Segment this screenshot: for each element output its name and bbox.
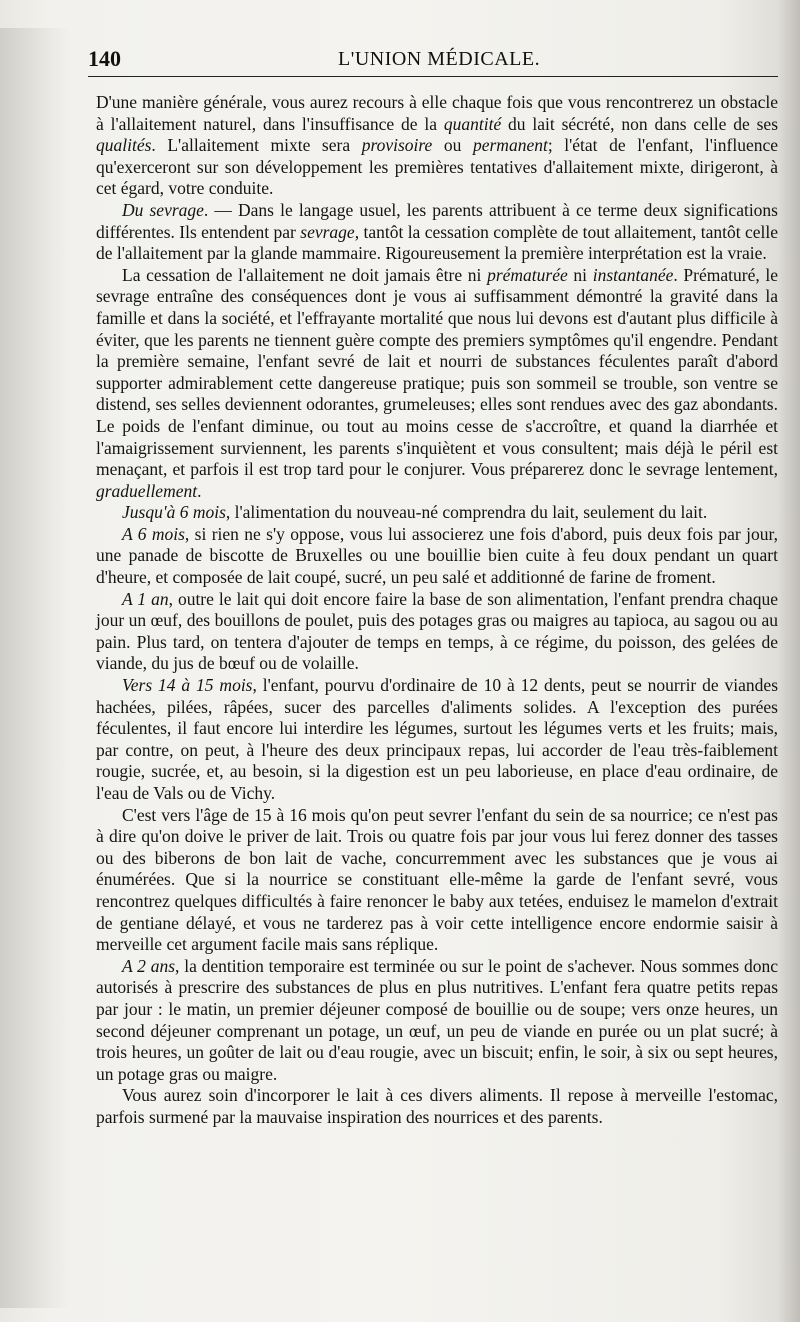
text-run: , la dentition temporaire est terminée ou sur le point de s'achever. Nous sommes donc autorisés à prescrire des substances de plus en plus nutritives. L'enfant fera quatre petits repas par jour : le matin, un premier déjeuner composé de bouillie ou de soupe; vers onze heures, un second déjeuner comprenant un potage, un œuf, un peu de viande en purée ou un plat sucré; à trois heures, un goûter de lait ou d'eau rougie, avec un biscuit; enfin, le soir, à six ou sept heures, un potage gras ou maigre. [96, 955, 779, 1084]
page-bleed-shadow [0, 28, 70, 1308]
paragraph [96, 265, 778, 503]
text-run: . — Dans le langage usuel, les parents attribuent à ce terme deux significations différentes. Ils entendent par [96, 199, 778, 242]
italic-text-run: qualités [96, 135, 152, 156]
page-edge-shadow [778, 0, 800, 1322]
paragraph [96, 92, 778, 200]
text-run: ; l'état de l'enfant, l'influence qu'exerceront sur son développement les premières tentatives d'allaitement mixte, dirigeront, à cet égard, votre conduite. [96, 135, 778, 199]
italic-text-run: Du sevrage [122, 199, 204, 220]
paragraph [96, 956, 778, 1086]
paragraph [96, 675, 778, 805]
text-run: du lait sécrété, non dans celle de ses [501, 113, 779, 134]
italic-text-run: graduellement [96, 480, 198, 501]
text-run: . [197, 480, 202, 501]
italic-text-run: permanent [472, 135, 548, 156]
paragraph [96, 805, 778, 956]
paragraph [96, 502, 778, 524]
text-run: C'est vers l'âge de 15 à 16 mois qu'on peut sevrer l'enfant du sein de sa nourrice; ce n'est pas à dire qu'on doive le priver de lait. Trois ou quatre fois par jour vous lui ferez donner des tasses ou des biberons de bon lait de vache, concurremment avec les substances que je vous ai énumérées. Que si la nourrice se constituant elle-même la garde de l'enfant sevré, vous rencontrez quelques difficultés à faire renoncer le baby aux tetées, enduisez le mamelon d'extrait de gentiane délayé, et vous ne tarderez pas à voir cette intelligence encore endormie saisir à merveille cet argument facile mais sans réplique. [96, 804, 778, 955]
text-run: D'une manière générale, vous aurez recours à elle chaque fois que vous rencontrerez un obstacle à l'allaitement naturel, dans l'insuffisance de la [96, 92, 778, 134]
italic-text-run: provisoire [361, 135, 433, 156]
paragraph [96, 1085, 778, 1128]
italic-text-run: instantanée [592, 264, 674, 285]
italic-text-run: A 2 ans [122, 955, 176, 976]
text-run: . Prématuré, le sevrage entraîne des conséquences dont je vous ai suffisamment démontré la gravité dans la famille et dans la société, et l'effrayante mortalité que nous lui devons est d'autant plus difficile à éviter, que les parents ne tiennent guère compte des premiers symptômes qu'il engendre. Pendant la première semaine, l'enfant sevré de lait et nourri de substances féculentes paraît d'abord supporter admirablement cette dangereuse pratique; puis son sommeil se trouble, son ventre se distend, ses selles deviennent odorantes, grumeleuses; elles sont rendues avec des gaz abondants. Le poids de l'enfant diminue, ou tout au moins cesse de s'accroître, et quand la diarrhée et l'amaigrissement surviennent, les parents s'inquiètent et vous consultent; mais déjà le péril est menaçant, et parfois il est trop tard pour le conjurer. Vous préparerez donc le sevrage lentement, [96, 264, 779, 480]
italic-text-run: Vers 14 à 15 mois [122, 675, 253, 696]
page-header [88, 46, 778, 77]
text-run: , outre le lait qui doit encore faire la base de son alimentation, l'enfant prendra chaque jour un œuf, des bouillons de poulet, puis des potages gras ou maigres au tapioca, au sagou ou au pain. Plus tard, on tentera d'ajouter de temps en temps, à ce régime, du poisson, des gelées de viande, du jus de bœuf ou de volaille. [96, 588, 779, 674]
text-run: La cessation de l'allaitement ne doit jamais être ni [122, 264, 488, 285]
running-head: L'UNION MÉDICALE. [338, 48, 541, 70]
paragraph [96, 524, 778, 589]
text-run: ni [567, 264, 593, 285]
text-run: , l'alimentation du nouveau-né comprendra du lait, seulement du lait. [225, 502, 708, 523]
text-run: . L'allaitement mixte sera [151, 135, 362, 156]
paragraph [96, 589, 778, 675]
page-number: 140 [88, 46, 121, 71]
paragraph [96, 200, 778, 265]
text-run: , l'enfant, pourvu d'ordinaire de 10 à 12 dents, peut se nourrir de viandes hachées, pilées, râpées, sucer des parcelles d'aliments solides. A l'exception des purées féculentes, il faut encore lui interdire les légumes, surtout les légumes verts et les fruits; mais, par contre, on peut, à l'heure des deux principaux repas, lui accorder de l'eau très-faiblement rougie, sucrée, et, au besoin, si la digestion est un peu laborieuse, en place d'eau ordinaire, de l'eau de Vals ou de Vichy. [96, 675, 779, 803]
italic-text-run: prématurée [487, 264, 568, 285]
italic-text-run: quantité [443, 113, 502, 134]
text-run: ou [432, 135, 473, 156]
italic-text-run: sevrage [300, 221, 355, 242]
italic-text-run: A 1 an [122, 588, 169, 609]
text-run: , si rien ne s'y oppose, vous lui associerez une fois d'abord, puis deux fois par jour, une panade de biscotte de Bruxelles ou une bouillie bien cuite à feu doux pendant un quart d'heure, et composée de lait coupé, sucré, un peu salé et additionné de farine de froment. [96, 523, 778, 588]
text-run: Vous aurez soin d'incorporer le lait à ces divers aliments. Il repose à merveille l'estomac, parfois surmené par la mauvaise inspiration des nourrices et des parents. [96, 1085, 778, 1127]
text-run: , tantôt la cessation complète de tout allaitement, tantôt celle de l'allaitement par la glande mammaire. Rigoureusement la première interprétation est la vraie. [96, 221, 778, 264]
italic-text-run: A 6 mois [122, 523, 185, 544]
italic-text-run: Jusqu'à 6 mois [122, 502, 226, 523]
body-text [96, 92, 778, 1129]
